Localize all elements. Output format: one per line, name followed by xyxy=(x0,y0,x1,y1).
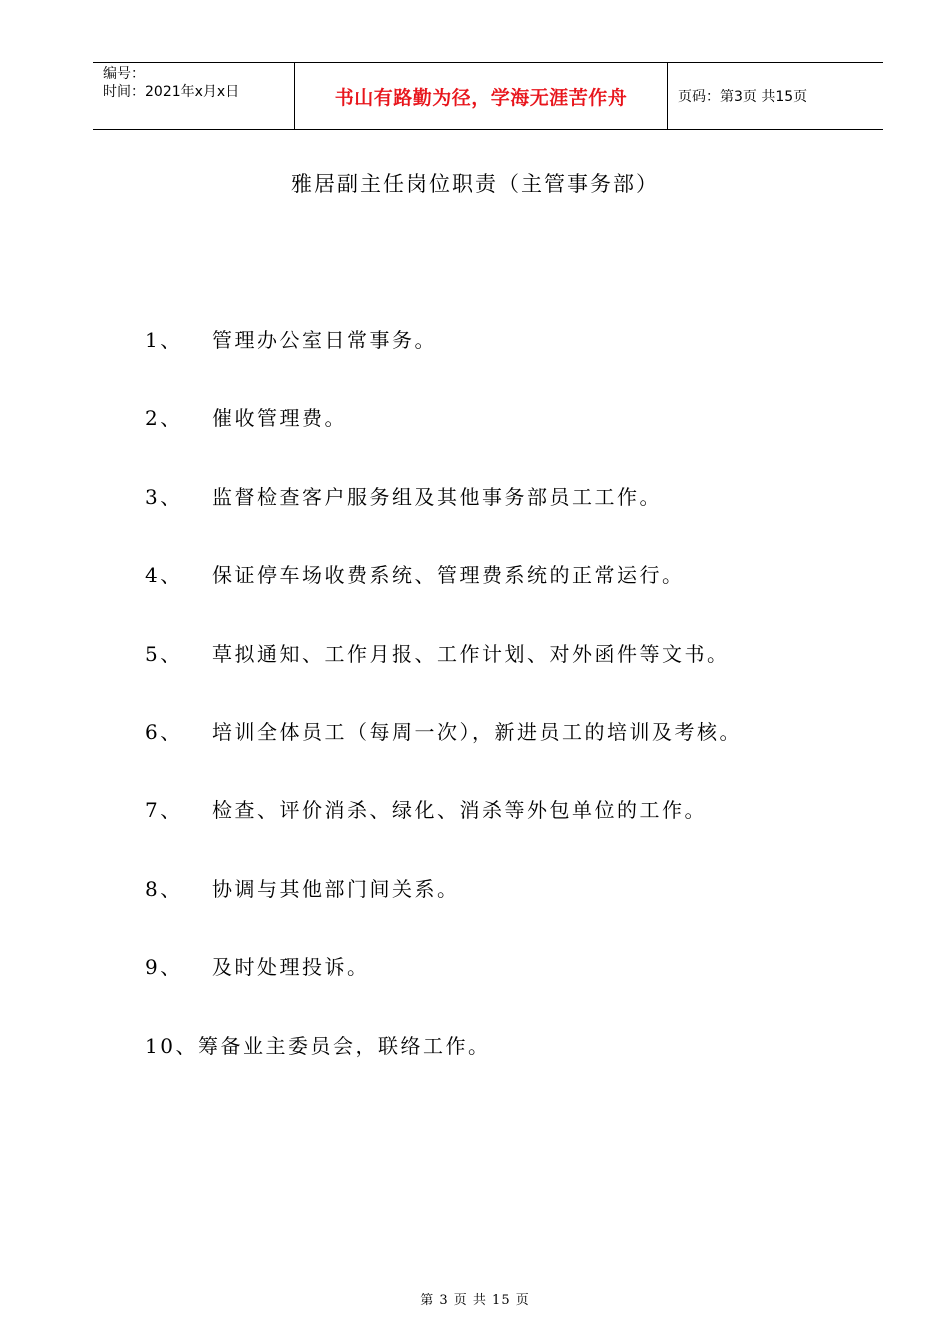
duty-text: 监督检查客户服务组及其他事务部员工工作。 xyxy=(212,484,662,509)
duty-item xyxy=(145,716,742,794)
header-page-label: 页码：第3页 共15页 xyxy=(678,89,808,105)
duty-item xyxy=(145,951,742,1029)
duty-number: 3、 xyxy=(145,484,183,509)
duty-text: 保证停车场收费系统、管理费系统的正常运行。 xyxy=(212,563,685,588)
duty-number: 6、 xyxy=(145,719,183,744)
duty-text: 筹备业主委员会，联络工作。 xyxy=(197,1033,491,1058)
duty-number: 10、 xyxy=(145,1033,198,1058)
duty-text: 催收管理费。 xyxy=(212,406,347,431)
duty-text: 培训全体员工（每周一次），新进员工的培训及考核。 xyxy=(212,719,742,744)
duty-number: 8、 xyxy=(145,876,183,901)
header-time-label: 时间：2021年x月x日 xyxy=(103,84,240,100)
duty-text: 管理办公室日常事务。 xyxy=(212,328,437,352)
duty-item xyxy=(145,402,742,480)
duty-item xyxy=(145,481,742,559)
page-footer: 第 3 页 共 15 页 xyxy=(420,1293,530,1308)
duty-text: 协调与其他部门间关系。 xyxy=(212,876,460,901)
header-page-cell xyxy=(668,63,883,129)
duty-text: 及时处理投诉。 xyxy=(212,955,370,980)
duty-number: 4、 xyxy=(145,563,183,588)
duty-number: 7、 xyxy=(145,798,183,823)
duty-number: 5、 xyxy=(145,641,183,666)
page-header xyxy=(93,62,883,130)
document-title: 雅居副主任岗位职责（主管事务部） xyxy=(291,172,659,196)
header-motto: 书山有路勤为径，学海无涯苦作舟 xyxy=(334,86,628,109)
duty-number: 1、 xyxy=(145,328,183,352)
duty-item xyxy=(145,873,742,951)
duty-text: 检查、评价消杀、绿化、消杀等外包单位的工作。 xyxy=(212,798,707,823)
duty-text: 草拟通知、工作月报、工作计划、对外函件等文书。 xyxy=(212,641,730,666)
duty-item xyxy=(145,1030,742,1108)
duty-item xyxy=(145,559,742,637)
header-meta-cell xyxy=(93,63,295,129)
duty-number: 9、 xyxy=(145,955,183,980)
header-code-label: 编号： xyxy=(103,66,145,82)
duty-item xyxy=(145,324,742,402)
header-motto-cell xyxy=(295,63,668,129)
duty-item xyxy=(145,638,742,716)
duties-list xyxy=(145,324,742,1108)
duty-item xyxy=(145,794,742,872)
duty-number: 2、 xyxy=(145,406,183,431)
